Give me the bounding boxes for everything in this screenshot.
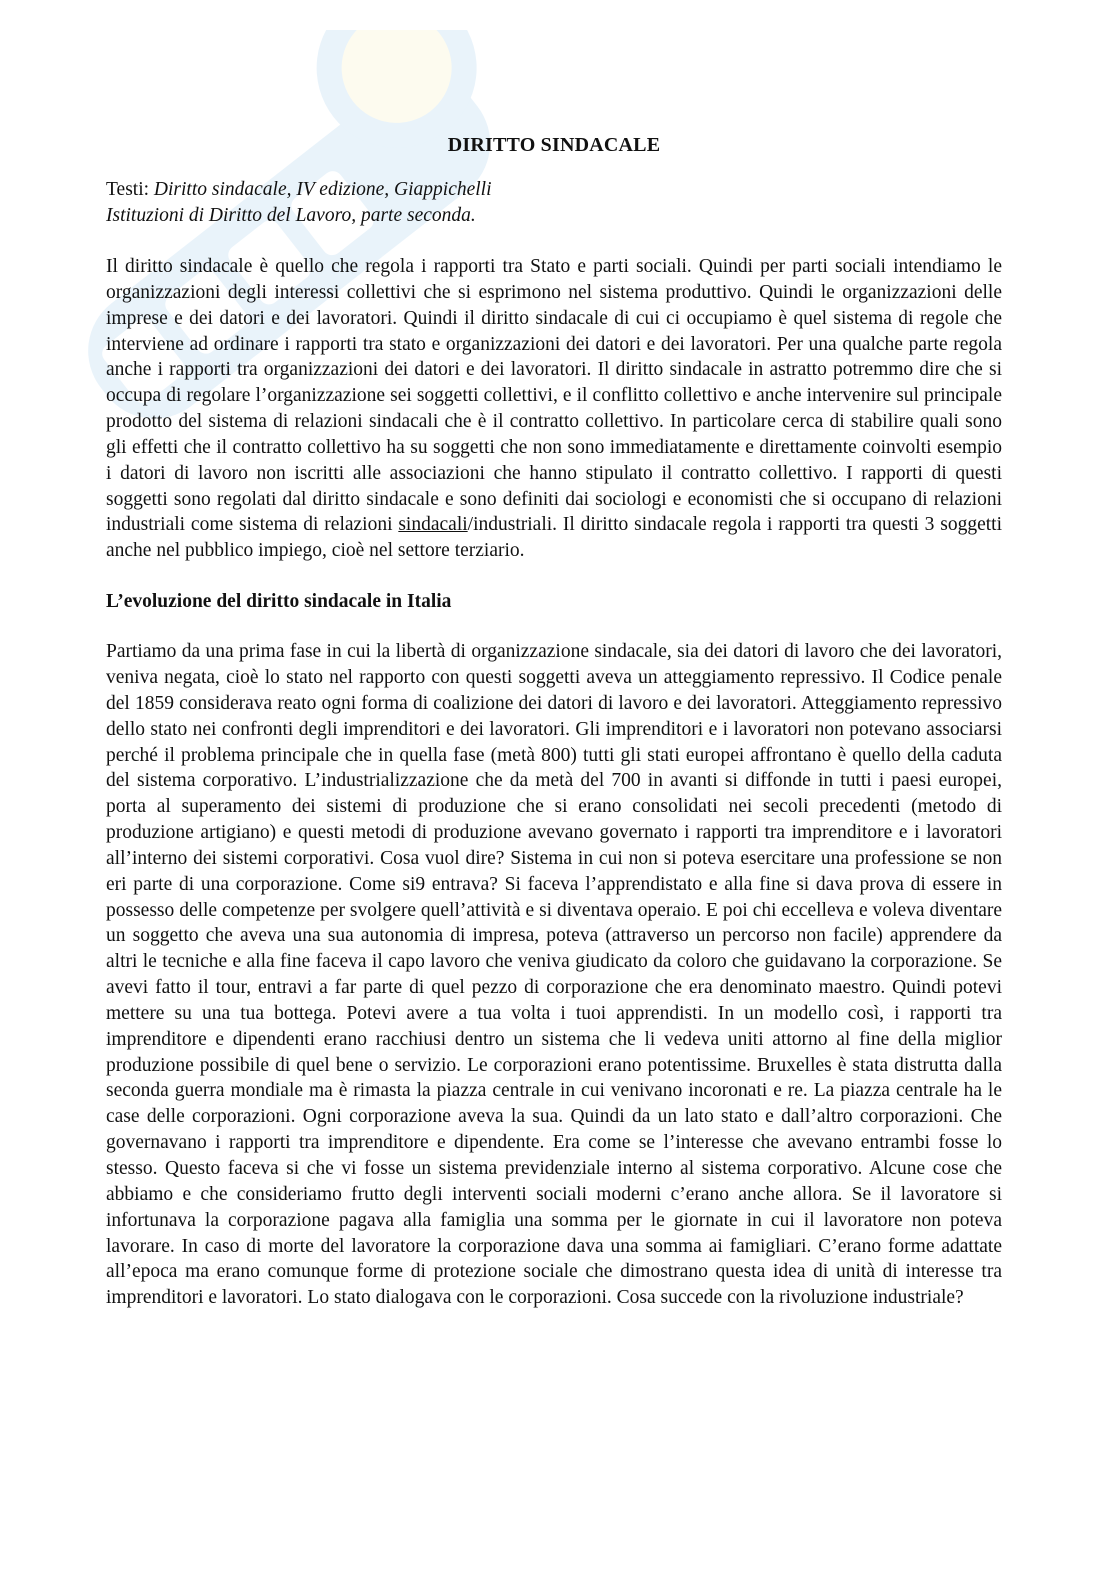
reference-line-2: [106, 203, 1002, 229]
intro-underlined-word: sindacali: [398, 514, 468, 536]
document-page: [106, 126, 1002, 1311]
section-heading: L’evoluzione del diritto sindacale in Italia: [106, 591, 452, 613]
texts-label: Testi:: [106, 179, 150, 200]
intro-text-part-1: Il diritto sindacale è quello che regola i rapporti tra Stato e parti sociali. Quindi per parti sociali intendiamo le organizzazioni degli interessi collettivi che si esprimono nel sistema produttivo. Quindi le organizzazioni delle imprese e dei datori e dei lavoratori. Quindi il diritto sindacale di cui ci occupiamo è quel sistema di regole che interviene ad ordinare i rapporti tra stato e organizzazioni dei datori e dei lavoratori. Per una qualche parte regola anche i rapporti tra organizzazioni dei datori e dei lavoratori. Il diritto sindacale in astratto potremmo dire che si occupa di regolare l’organizzazione sei soggetti collettivi, e il conflitto collettivo e anche intervenire sul principale prodotto del sistema di relazioni sindacali che è il contratto collettivo. In particolare cerca di stabilire quali sono gli effetti che il contratto collettivo ha su soggetti che non sono immediatamente e direttamente coinvolti esempio i datori di lavoro non iscritti alle associazioni che hanno stipulato il contratto collettivo. I rapporti di questi soggetti sono regolati dal diritto sindacale e sono definiti dai sociologi e economisti che si occupano di relazioni industriali come sistema di relazioni: [106, 256, 1002, 536]
reference-text-1: Diritto sindacale, IV edizione, Giappichelli: [153, 179, 492, 200]
page-title: DIRITTO SINDACALE: [447, 134, 661, 156]
reference-text-2: Istituzioni di Diritto del Lavoro, parte seconda.: [106, 205, 476, 226]
intro-paragraph: [106, 254, 1002, 564]
section-paragraph: Partiamo da una prima fase in cui la libertà di organizzazione sindacale, sia dei datori di lavoro che dei lavoratori, veniva negata, cioè lo stato nel rapporto con questi soggetti aveva un atteggiamento repressivo. Il Codice penale del 1859 considerava reato ogni forma di coalizione dei datori di lavoro e dei lavoratori. Atteggiamento repressivo dello stato nei confronti degli imprenditori e dei lavoratori. Gli imprenditori e i lavoratori non potevano associarsi perché il problema principale che in quella fase (metà 800) tutti gli stati europei affrontano è quello della caduta del sistema corporativo. L’industrializzazione che da metà del 700 in avanti si diffonde in tutti i paesi europei, porta al superamento dei sistemi di produzione che si erano consolidati nei secoli precedenti (metodo di produzione artigiano) e questi metodi di produzione avevano governato i rapporti tra imprenditore e i lavoratori all’interno dei sistemi corporativi. Cosa vuol dire? Sistema in cui non si poteva esercitare una professione se non eri parte di una corporazione. Come si9 entrava? Si faceva l’apprendistato e alla fine si dava prova di essere in possesso delle competenze per svolgere quell’attività e si diventava operaio. E poi chi eccelleva e voleva diventare un soggetto che aveva una sua autonomia di impresa, poteva (attraverso un percorso non facile) apprendere da altri le tecniche e alla fine faceva il capo lavoro che veniva giudicato da coloro che guidavano la corporazione. Se avevi fatto il tour, entravi a far parte di quel pezzo di corporazione che era denominato maestro. Quindi potevi mettere su una tua bottega. Potevi avere a tua volta i tuoi apprendisti. In un modello così, i rapporti tra imprenditore e dipendenti erano racchiusi dentro un sistema che li vedeva uniti attorno al fine della miglior produzione possibile di quel bene o servizio. Le corporazioni erano potentissime. Bruxelles è stata distrutta dalla seconda guerra mondiale ma è rimasta la piazza centrale in cui venivano incoronati e re. La piazza centrale ha le case delle corporazioni. Ogni corporazione aveva la sua. Quindi da un lato stato e dall’altro corporazioni. Che governavano i rapporti tra imprenditore e dipendente. Era come se l’interesse che avevano entrambi fosse lo stesso. Questo faceva si che vi fosse un sistema previdenziale interno al sistema corporativo. Alcune cose che abbiamo e che consideriamo frutto degli interventi sociali moderni c’erano anche allora. Se il lavoratore si infortunava la corporazione pagava alla famiglia una somma per le giornate in cui il lavoratore non poteva lavorare. In caso di morte del lavoratore la corporazione dava una somma ai famigliari. C’erano forme adattate all’epoca ma erano comunque forme di protezione sociale che dimostrano questa idea di unità di interesse tra imprenditori e lavoratori. Lo stato dialogava con le corporazioni. Cosa succede con la rivoluzione industriale?: [106, 641, 1002, 1309]
reference-line-1: [106, 177, 1002, 203]
intro-text-part-2: /industriali. Il diritto sindacale regola i rapporti tra questi 3 soggetti anche nel pubblico impiego, cioè nel settore terziario.: [106, 514, 1002, 562]
reference-texts: [106, 177, 1002, 229]
